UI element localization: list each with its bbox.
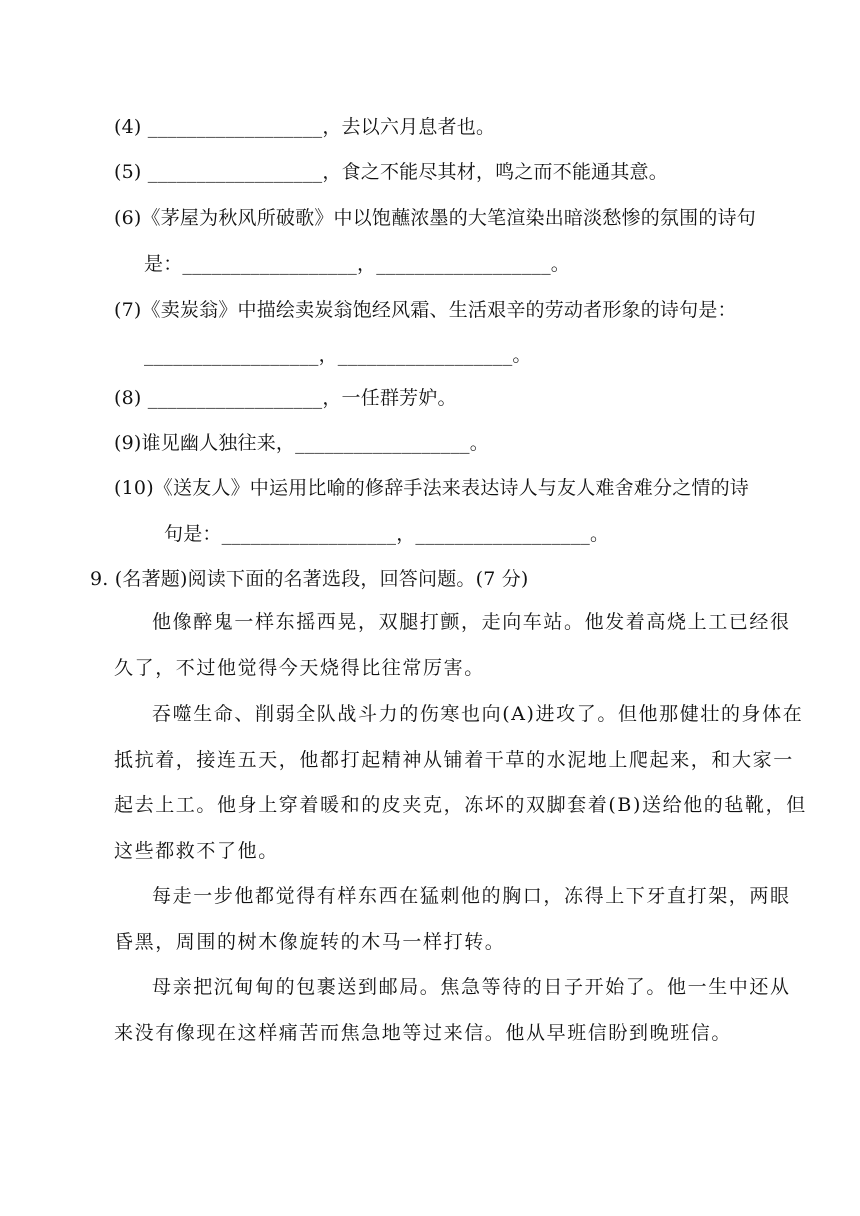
passage-paragraph-2-line-1: 吞噬生命、削弱全队战斗力的伤寒也向(A)进攻了。但他那健壮的身体在 <box>152 703 804 725</box>
fill-in-item-7-question: (7)《卖炭翁》中描绘卖炭翁饱经风霜、生活艰辛的劳动者形象的诗句是： <box>114 299 737 321</box>
passage-paragraph-3-line-2: 昏黑，周围的树木像旋转的木马一样打转。 <box>114 931 506 953</box>
passage-paragraph-1-line-2: 久了，不过他觉得今天烧得比往常厉害。 <box>114 657 485 679</box>
passage-paragraph-2-line-3: 起去上工。他身上穿着暖和的皮夹克，冻坏的双脚套着(B)送给他的毡靴，但 <box>114 794 807 816</box>
fill-in-item-9: (9)谁见幽人独往来，__________________。 <box>114 432 489 454</box>
fill-in-item-5: (5) __________________，食之不能尽其材，鸣之而不能通其意。 <box>114 161 668 183</box>
passage-paragraph-4-line-1: 母亲把沉甸甸的包裹送到邮局。焦急等待的日子开始了。他一生中还从 <box>152 976 791 998</box>
passage-paragraph-2-line-4: 这些都救不了他。 <box>114 840 279 862</box>
passage-paragraph-2-line-2: 抵抗着，接连五天，他都打起精神从铺着干草的水泥地上爬起来，和大家一 <box>114 749 794 771</box>
fill-in-item-8: (8) __________________，一任群芳妒。 <box>114 387 457 409</box>
fill-in-item-6-answer: 是：__________________，__________________。 <box>144 253 571 275</box>
fill-in-item-4: (4) __________________，去以六月息者也。 <box>114 116 496 138</box>
passage-paragraph-1-line-1: 他像醉鬼一样东摇西晃，双腿打颤，走向车站。他发着高烧上工已经很 <box>152 611 791 633</box>
fill-in-item-10-answer: 句是：__________________，__________________。 <box>164 523 610 545</box>
passage-paragraph-3-line-1: 每走一步他都觉得有样东西在猛刺他的胸口，冻得上下牙直打架，两眼 <box>152 885 791 907</box>
fill-in-item-7-answer: __________________，__________________。 <box>144 344 532 366</box>
question-9-heading: 9. (名著题)阅读下面的名著选段，回答问题。(7 分) <box>90 568 529 590</box>
fill-in-item-6-question: (6)《茅屋为秋风所破歌》中以饱蘸浓墨的大笔渲染出暗淡愁惨的氛围的诗句 <box>114 207 756 229</box>
fill-in-item-10-question: (10)《送友人》中运用比喻的修辞手法来表达诗人与友人难舍难分之情的诗 <box>114 477 750 499</box>
passage-paragraph-4-line-2: 来没有像现在这样痛苦而焦急地等过来信。他从早班信盼到晚班信。 <box>114 1022 733 1044</box>
